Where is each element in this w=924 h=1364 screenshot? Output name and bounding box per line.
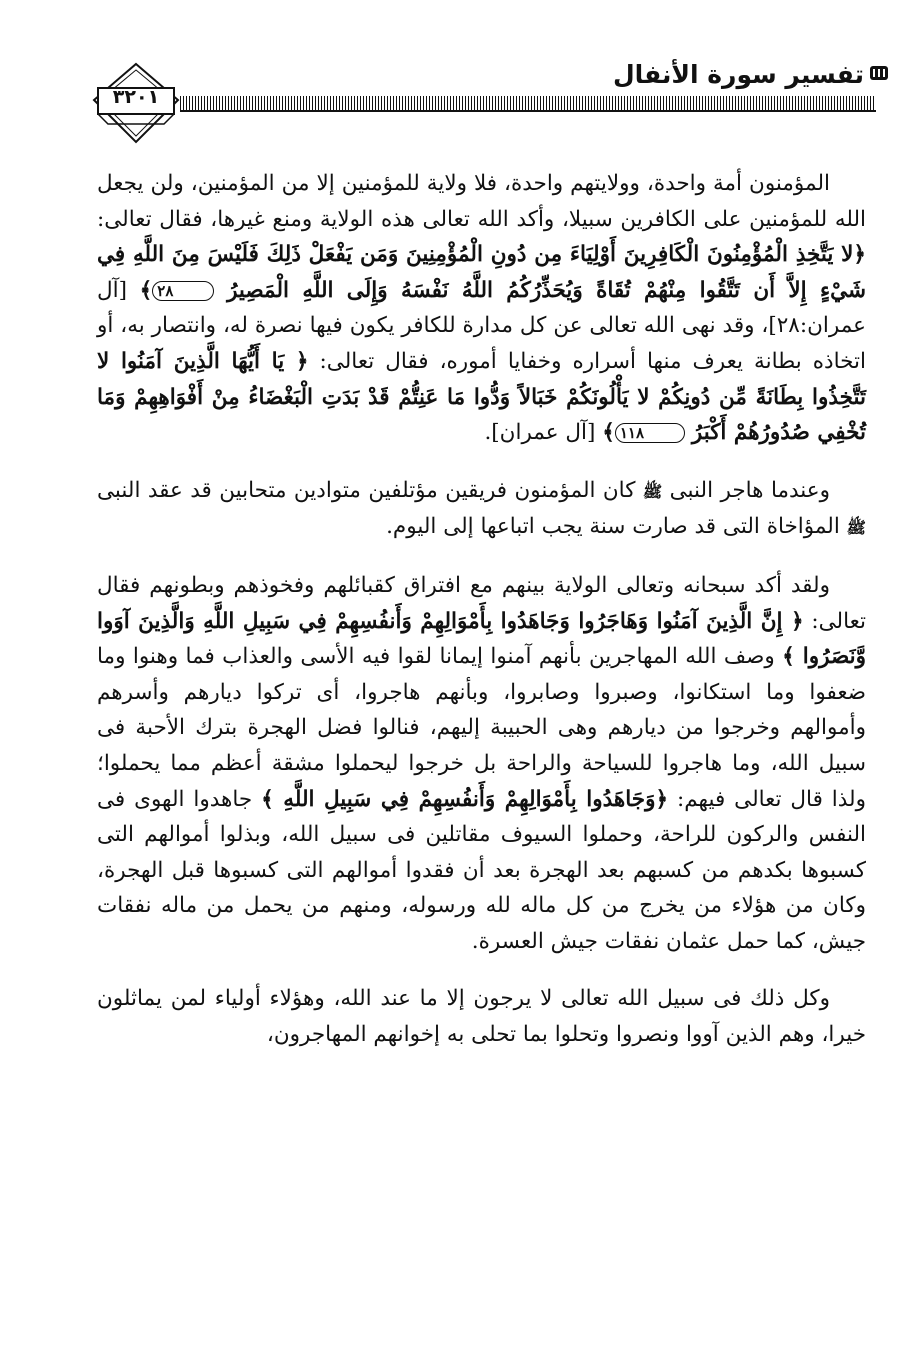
quran-verse: إِنَّ الَّذِينَ آمَنُوا وَهَاجَرُوا وَجَاهَدُوا بِأَمْوَالِهِمْ وَأَنفُسِهِمْ فِي سَبِيلِ اللَّهِ وَالَّذِينَ آوَوا وَّنَصَرُوا: [97, 608, 866, 670]
text-segment: جاهدوا الهوى فى النفس والركون للراحة، وحملوا السيوف مقاتلين فى سبيل الله، وبذلوا أموالهم التى كسبوها بكدهم من كسبهم بعد الهجرة بعد أن فقدوا أموالهم التى كسبوها قبل الهجرة، وكان من هؤلاء من يخرج من كل ماله لله ورسوله، ومنهم من يحمل من ماله نفقات جيش، كما حمل عثمان نفقات جيش العسرة.: [97, 786, 866, 954]
verse-number: ١١٨: [615, 423, 685, 443]
ornate-bracket-close: ﴾: [782, 644, 795, 670]
text-segment: وصف الله المهاجرين بأنهم آمنوا إيمانا لقوا فيه الأسى والعذاب فما وهنوا وما ضعفوا وما استكانوا، وصبروا وصابروا، وبأنهم هاجروا، أى تركوا ديارهم وأسرهم وأموالهم وخرجوا من ديارهم وهى الحبيبة إليهم، فنالوا فضل الهجرة بترك الأحبة فى سبيل الله، وما هاجروا للسياحة والراحة بل خرجوا ليحملوا مشقة أعظم مما يحملوا؛ ولذا قال تعالى فيهم:: [97, 644, 866, 812]
ornate-bracket-close: ﴾: [602, 420, 615, 446]
running-title: تفسير سورة الأنفال: [612, 60, 864, 89]
text-segment: المؤاخاة التى قد صارت سنة يجب اتباعها إلى اليوم.: [386, 514, 847, 540]
quran-verse: يَا أَيُّهَا الَّذِينَ آمَنُوا لا تَتَّخِذُوا بِطَانَةً مِّن دُونِكُمْ لا يَأْلُونَكُمْ خَبَالاً وَدُّوا مَا عَنِتُّمْ قَدْ بَدَتِ الْبَغْضَاءُ مِنْ أَفْوَاهِهِمْ وَمَا تُخْفِي صُدُورُهُمْ أَكْبَرُ: [97, 348, 866, 446]
verse-reference: [آل عمران].: [484, 420, 603, 446]
quran-verse: وَجَاهَدُوا بِأَمْوَالِهِمْ وَأَنفُسِهِمْ فِي سَبِيلِ اللَّهِ: [273, 786, 656, 812]
page-header: [0, 0, 924, 140]
ornate-bracket-open: ﴿: [295, 348, 309, 374]
pbuh-ligature: ﷺ: [642, 481, 663, 501]
text-segment: ، وقد نهى الله تعالى عن كل مدارة للكافر يكون فيها نصرة له، وانتصار به، أو اتخاذه بطانة يعرف منها أسراره وخفايا أموره، فقال تعالى:: [97, 313, 867, 374]
paragraph-3: [97, 568, 866, 960]
header-rule: [180, 96, 876, 110]
header-ornament-icon: [869, 64, 889, 82]
text-segment: كان المؤمنون فريقين مؤتلفين متوادين متحابين قد عقد النبى: [97, 477, 643, 503]
text-segment: وكل ذلك فى سبيل الله تعالى لا يرجون إلا ما عند الله، وهؤلاء أولياء لمن يماثلون خيرا، وهم الذين آووا ونصروا وتحلوا بما تحلى به إخوانهم المهاجرون،: [97, 986, 866, 1048]
verse-reference: [آل عمران:٢٨]: [97, 277, 866, 339]
ornate-bracket-close: ﴾: [139, 277, 153, 303]
header-rule-base: [180, 110, 876, 112]
quran-verse: لا يَتَّخِذِ الْمُؤْمِنُونَ الْكَافِرِينَ أَوْلِيَاءَ مِن دُونِ الْمُؤْمِنِينَ وَمَن يَفْعَلْ ذَلِكَ فَلَيْسَ مِنَ اللَّهِ فِي شَيْءٍ إِلاَّ أَن تَتَّقُوا مِنْهُمْ تُقَاةً وَيُحَذِّرُكُمُ اللَّهُ نَفْسَهُ وَإِلَى اللَّهِ الْمَصِيرُ: [97, 242, 867, 303]
ornate-bracket-open: ﴿: [655, 786, 669, 812]
text-segment: وعندما هاجر النبى: [662, 477, 830, 503]
ornate-bracket-close: ﴾: [261, 786, 274, 812]
paragraph-1: [97, 166, 866, 451]
page-number: ٣٢٠١: [112, 86, 160, 108]
paragraph-2: [97, 473, 866, 546]
ornate-bracket-open: ﴿: [790, 608, 804, 634]
pbuh-ligature: ﷺ: [846, 518, 866, 538]
paragraph-4: [97, 981, 866, 1052]
text-segment: ولقد أكد سبحانه وتعالى الولاية بينهم مع افتراق كقبائلهم وفخوذهم وبطونهم فقال تعالى:: [97, 572, 866, 634]
text-segment: المؤمنون أمة واحدة، وولايتهم واحدة، فلا ولاية للمؤمنين إلا من المؤمنين، ولن يجعل الله للمؤمنين على الكافرين سبيلا، وأكد الله تعالى هذه الولاية ومنع غيرها، فقال تعالى:: [97, 171, 866, 232]
page-body: [97, 166, 866, 1053]
verse-number: ٢٨: [152, 281, 214, 301]
ornate-bracket-open: ﴿: [853, 242, 866, 268]
